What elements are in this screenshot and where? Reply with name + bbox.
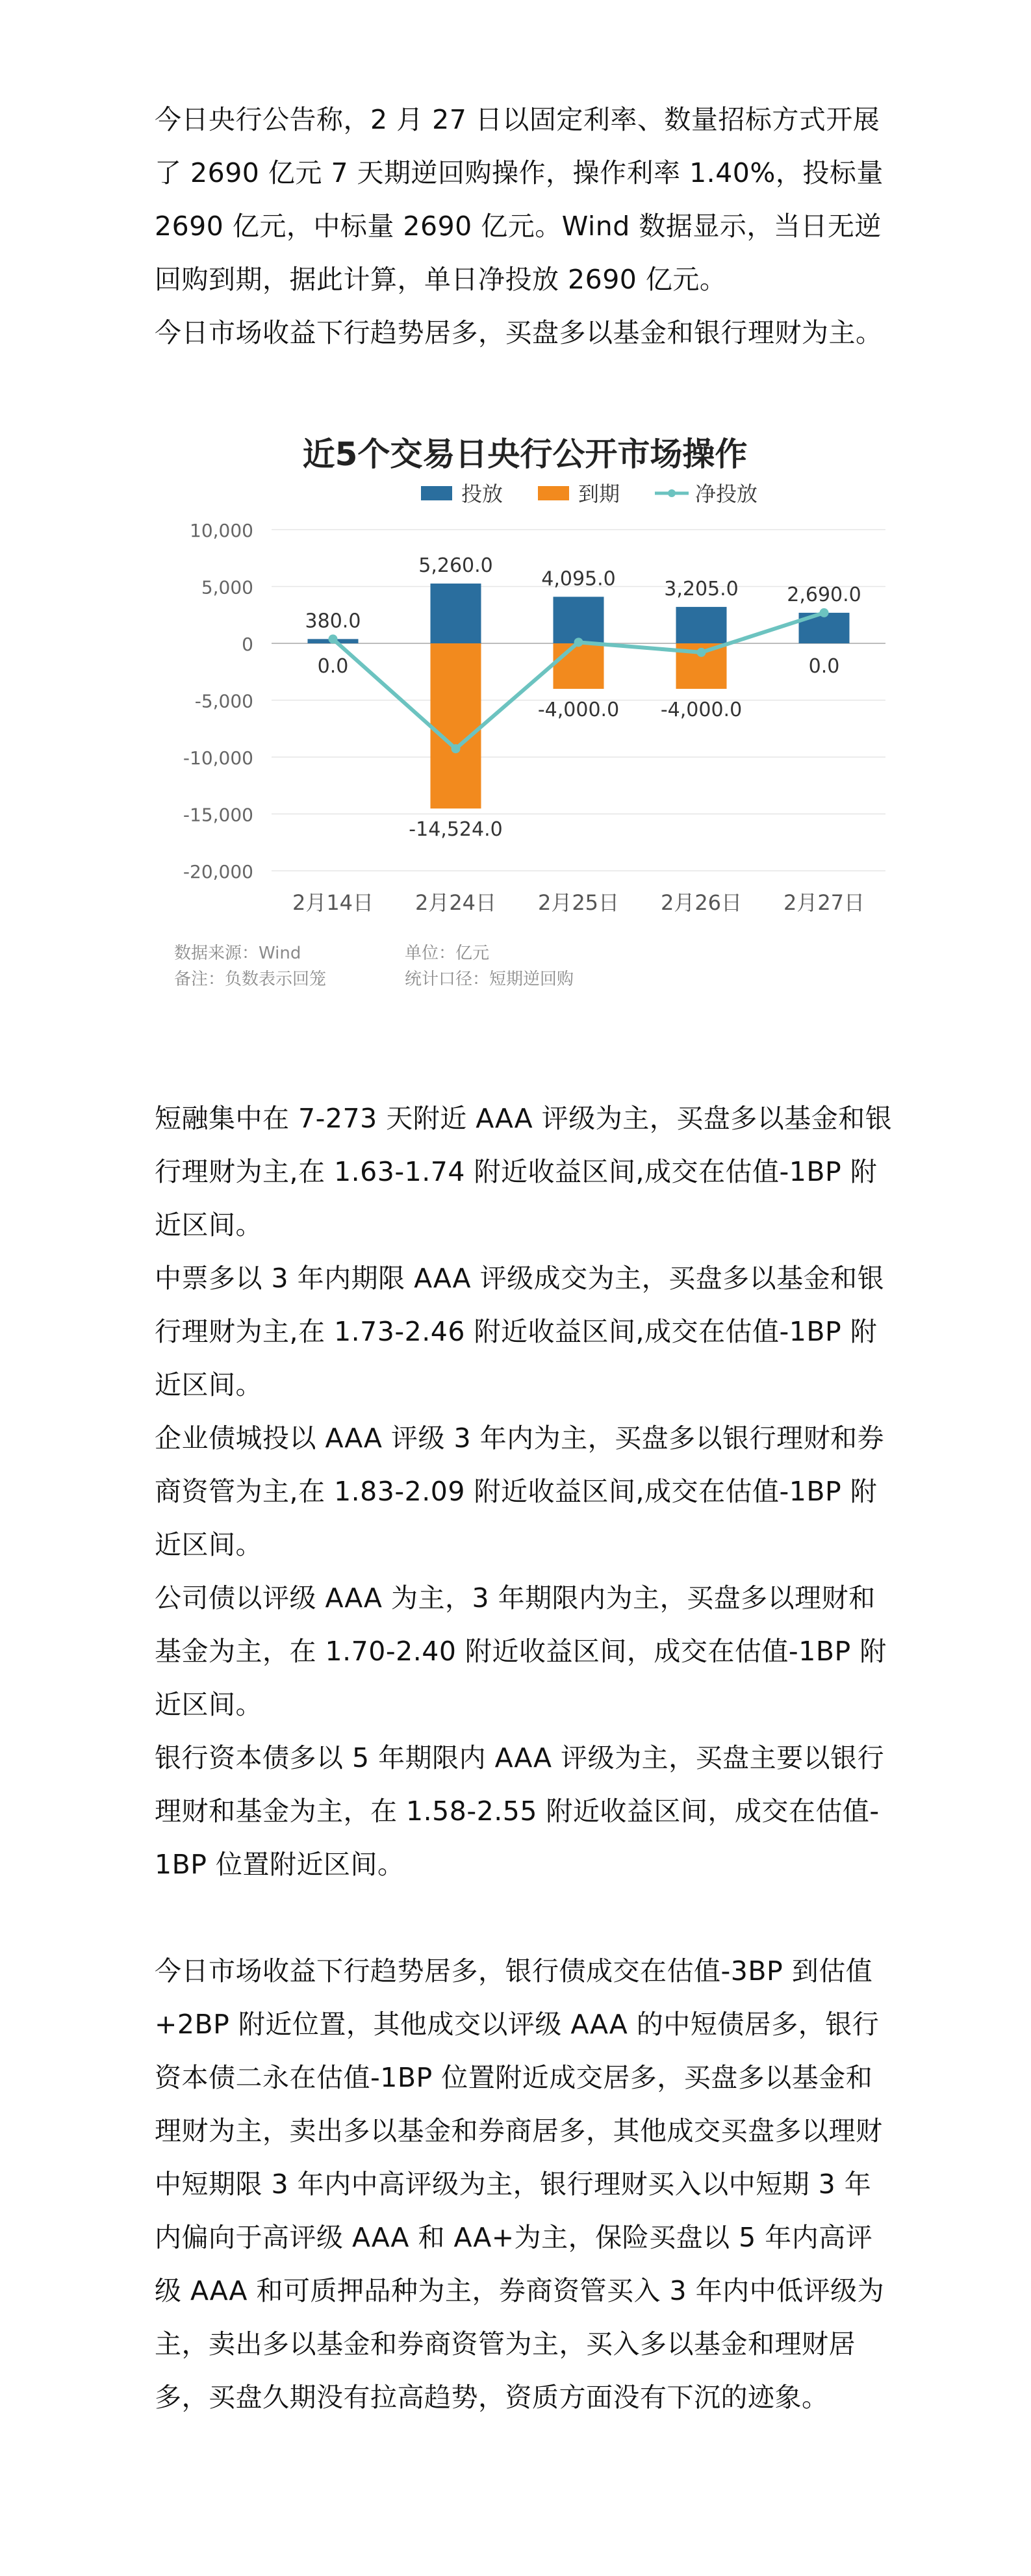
x-tick-label: 2月26日 — [660, 890, 743, 915]
paragraph-bank-capital-bond: 银行资本债多以 5 年期限内 AAA 评级为主，买盘主要以银行理财和基金为主，在 1.58-2.55 附近收益区间，成交在估值-1BP 位置附近区间。 — [155, 1742, 885, 1880]
legend-label: 净投放 — [695, 482, 758, 506]
net-injection-point — [820, 608, 829, 617]
y-tick-label: 5,000 — [201, 576, 253, 599]
y-tick-label: -20,000 — [183, 861, 253, 882]
maturity-label: -4,000.0 — [660, 699, 743, 721]
chart-note: 单位：亿元 — [405, 944, 490, 963]
y-tick-label: -10,000 — [183, 747, 253, 769]
bar-injection — [676, 607, 727, 643]
legend-label: 投放 — [461, 482, 503, 506]
bar-maturity — [554, 643, 604, 689]
paragraph-liquidity: 今日央行公告称，2 月 27 日以固定利率、数量招标方式开展了 2690 亿元 7 天期逆回购操作，操作利率 1.40%，投标量 2690 亿元，中标量 2690 亿元。Wind 数据显示，当日无逆回购到期，据此计算，单日净投放 2690 亿元。 — [155, 104, 884, 295]
chart-note: 备注：负数表示回笼 — [174, 970, 327, 989]
injection-label: 380.0 — [305, 610, 361, 633]
chart-bars — [308, 584, 850, 808]
maturity-label: -14,524.0 — [409, 818, 503, 842]
injection-label: 3,205.0 — [664, 577, 739, 600]
y-tick-label: -5,000 — [194, 690, 253, 712]
injection-label: 4,095.0 — [541, 567, 616, 591]
maturity-label: 0.0 — [808, 655, 840, 678]
legend-swatch — [538, 486, 569, 500]
net-injection-point — [574, 638, 583, 647]
chart-notes — [174, 944, 574, 989]
x-tick-label: 2月25日 — [537, 890, 620, 915]
chart-legend — [421, 482, 757, 506]
net-injection-point — [697, 648, 706, 657]
maturity-label: -4,000.0 — [537, 699, 620, 721]
net-injection-point — [452, 744, 461, 753]
x-tick-label: 2月27日 — [783, 890, 865, 915]
paragraph-enterprise-bond: 企业债城投以 AAA 评级 3 年内为主，买盘多以银行理财和券商资管为主,在 1.83-2.09 附近收益区间,成交在估值-1BP 附近区间。 — [155, 1423, 885, 1560]
paragraph-short-financing: 短融集中在 7-273 天附近 AAA 评级为主，买盘多以基金和银行理财为主,在 1.63-1.74 附近收益区间,成交在估值-1BP 附近区间。 — [155, 1103, 893, 1241]
chart-title: 近5个交易日央行公开市场操作 — [302, 435, 748, 473]
y-tick-label: 10,000 — [190, 520, 253, 541]
bar-injection — [431, 584, 481, 643]
maturity-label: 0.0 — [317, 655, 349, 678]
y-tick-label: 0 — [242, 634, 253, 655]
injection-label: 2,690.0 — [787, 583, 861, 606]
legend-marker — [668, 489, 676, 497]
y-tick-label: -15,000 — [183, 804, 253, 826]
legend-label: 到期 — [578, 482, 620, 506]
paragraph-mtn: 中票多以 3 年内期限 AAA 评级成交为主，买盘多以基金和银行理财为主,在 1.73-2.46 附近收益区间,成交在估值-1BP 附近区间。 — [155, 1263, 885, 1400]
x-tick-label: 2月14日 — [292, 890, 374, 915]
x-tick-label: 2月24日 — [414, 890, 497, 915]
chart-note: 统计口径：短期逆回购 — [405, 970, 574, 989]
x-axis — [292, 890, 865, 915]
open-market-chart — [155, 416, 895, 1001]
legend-swatch — [421, 486, 452, 500]
y-axis — [183, 520, 253, 882]
paragraph-market-summary: 今日市场收益下行趋势居多，买盘多以基金和银行理财为主。 — [155, 317, 883, 348]
net-injection-point — [329, 634, 338, 643]
chart-note: 数据来源：Wind — [174, 944, 301, 963]
paragraph-corporate-bond: 公司债以评级 AAA 为主，3 年期限内为主，买盘多以理财和基金为主，在 1.70-2.40 附近收益区间，成交在估值-1BP 附近区间。 — [155, 1582, 887, 1720]
bar-maturity — [431, 643, 481, 808]
bar-injection — [554, 597, 604, 643]
paragraph-market-detail: 今日市场收益下行趋势居多，银行债成交在估值-3BP 到估值+2BP 附近位置，其他成交以评级 AAA 的中短债居多，银行资本债二永在估值-1BP 位置附近成交居多，买盘多以基金和理财为主，卖出多以基金和券商居多，其他成交买盘多以理财中短期限 3 年内中高评级为主，银行理财买入以中短期 3 年内偏向于高评级 AAA 和 AA+为主，保险买盘以 5 年内高评级 AAA 和可质押品种为主，券商资管买入 3 年内中低评级为主，卖出多以基金和券商资管为主，买入多以基金和理财居多，买盘久期没有拉高趋势，资质方面没有下沉的迹象。 — [155, 1955, 885, 2413]
injection-label: 5,260.0 — [418, 554, 493, 577]
